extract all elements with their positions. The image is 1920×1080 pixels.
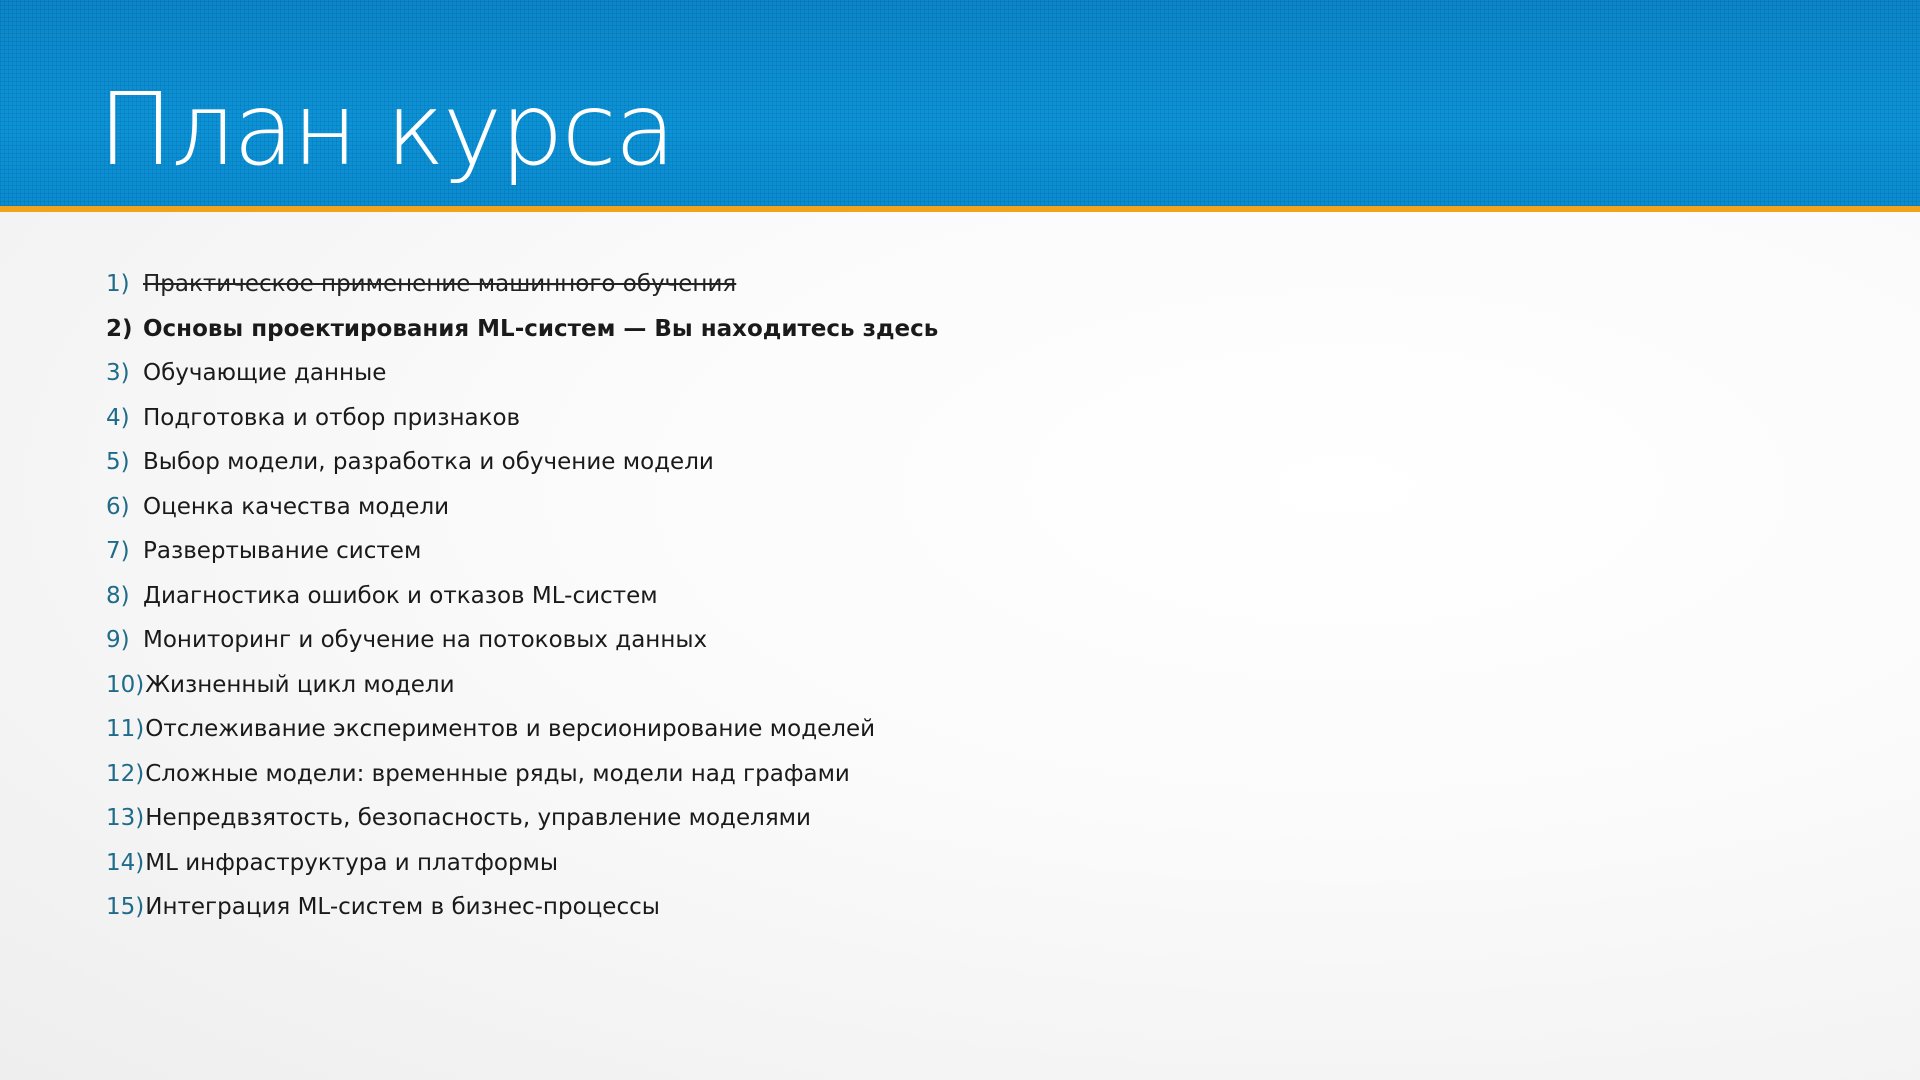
plan-item-6 <box>106 494 938 539</box>
accent-divider <box>0 206 1920 212</box>
plan-item-text: Практическое применение машинного обучения <box>143 271 737 297</box>
course-plan-list <box>106 271 938 939</box>
plan-item-text: Выбор модели, разработка и обучение модели <box>143 449 714 475</box>
plan-item-14 <box>106 850 938 895</box>
plan-item-number: 9) <box>106 627 130 653</box>
plan-item-number: 14) <box>106 849 145 876</box>
plan-item-number: 5) <box>106 449 130 475</box>
plan-item-number: 13) <box>106 805 145 831</box>
plan-item-number: 10) <box>106 671 145 698</box>
plan-item-number: 6) <box>106 493 130 520</box>
plan-item-8 <box>106 583 938 628</box>
plan-item-text: Развертывание систем <box>143 538 422 564</box>
plan-item-text: Диагностика ошибок и отказов ML-систем <box>143 582 658 609</box>
plan-item-text: Интеграция ML-систем в бизнес-процессы <box>145 894 660 920</box>
plan-item-1 <box>106 271 938 316</box>
plan-item-number: 3) <box>106 360 130 386</box>
plan-item-text: Отслеживание экспериментов и версионирование моделей <box>145 716 876 742</box>
plan-item-15 <box>106 894 938 939</box>
plan-item-9 <box>106 627 938 672</box>
plan-item-text: Непредвзятость, безопасность, управление моделями <box>145 805 811 831</box>
plan-item-text: Жизненный цикл модели <box>145 671 455 698</box>
plan-item-number: 1) <box>106 271 130 297</box>
plan-item-number: 2) <box>106 315 133 342</box>
plan-item-2 <box>106 316 938 361</box>
plan-item-4 <box>106 405 938 450</box>
plan-item-number: 11) <box>106 716 145 742</box>
plan-item-text: Подготовка и отбор признаков <box>143 404 521 431</box>
plan-item-number: 8) <box>106 582 130 609</box>
plan-item-number: 12) <box>106 760 145 787</box>
plan-item-text: Обучающие данные <box>143 360 387 386</box>
plan-item-text: ML инфраструктура и платформы <box>145 849 559 876</box>
plan-item-number: 7) <box>106 538 130 564</box>
plan-item-11 <box>106 716 938 761</box>
plan-item-text: Мониторинг и обучение на потоковых данных <box>143 627 708 653</box>
plan-item-text: Сложные модели: временные ряды, модели над графами <box>145 760 850 787</box>
plan-item-number: 15) <box>106 894 145 920</box>
plan-item-3 <box>106 360 938 405</box>
plan-item-text: Основы проектирования ML-систем — Вы находитесь здесь <box>143 315 939 342</box>
slide-title: План курса <box>98 71 674 188</box>
plan-item-10 <box>106 672 938 717</box>
plan-item-7 <box>106 538 938 583</box>
plan-item-13 <box>106 805 938 850</box>
title-banner <box>0 0 1920 206</box>
plan-item-5 <box>106 449 938 494</box>
plan-item-12 <box>106 761 938 806</box>
plan-item-text: Оценка качества модели <box>143 493 450 520</box>
plan-item-number: 4) <box>106 404 130 431</box>
